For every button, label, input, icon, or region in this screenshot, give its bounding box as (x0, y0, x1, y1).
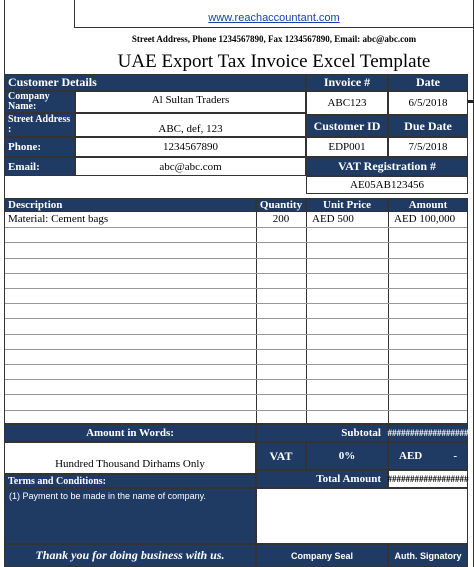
item-description[interactable]: Material: Cement bags (8, 213, 109, 225)
row-marker (468, 100, 474, 103)
company-name-value[interactable]: Al Sultan Traders (75, 91, 306, 113)
phone-label: Phone: (4, 137, 75, 157)
street-address-label: Street Address : (4, 113, 75, 137)
vat-registration-label: VAT Registration # (306, 157, 468, 176)
invoice-number-value[interactable]: ABC123 (306, 91, 388, 115)
website-link[interactable]: www.reachaccountant.com (208, 12, 340, 24)
customer-id-value[interactable]: EDP001 (306, 137, 388, 157)
terms-label: Terms and Conditions: (4, 474, 256, 488)
date-label: Date (388, 74, 468, 91)
phone-value[interactable]: 1234567890 (75, 137, 306, 157)
thank-you-message: Thank you for doing business with us. (4, 544, 256, 567)
email-label: Email: (4, 157, 75, 176)
total-amount-value: ################## (388, 470, 468, 488)
vat-amount: - (453, 450, 457, 462)
auth-signatory-label: Auth. Signatory (388, 544, 468, 567)
company-seal-label: Company Seal (256, 544, 388, 567)
unit-price-header: Unit Price (306, 198, 388, 212)
street-address-value[interactable]: ABC, def, 123 (75, 113, 306, 137)
description-header: Description (4, 198, 256, 212)
item-amount[interactable]: AED 100,000 (394, 213, 456, 225)
table-row-line (5, 410, 467, 411)
vat-currency: AED (399, 450, 423, 462)
vat-label: VAT (256, 442, 306, 470)
table-row-line (5, 242, 467, 243)
company-name-label: Company Name: (4, 91, 75, 113)
subtotal-value: ################## (388, 424, 468, 442)
table-row-line (5, 273, 467, 274)
due-date-label: Due Date (388, 115, 468, 137)
table-row-line (5, 258, 467, 259)
signature-area (256, 488, 468, 544)
vat-amount-cell (388, 442, 468, 470)
table-row-line (5, 303, 467, 304)
vat-registration-value[interactable]: AE05AB123456 (306, 176, 468, 194)
subtotal-label: Subtotal (256, 424, 388, 442)
email-value[interactable]: abc@abc.com (75, 157, 306, 176)
page-title: UAE Export Tax Invoice Excel Template (117, 51, 431, 72)
item-quantity[interactable]: 200 (272, 213, 290, 225)
vat-rate: 0% (306, 442, 388, 470)
customer-id-label: Customer ID (306, 115, 388, 137)
table-row-line (5, 227, 467, 228)
table-row-line (5, 364, 467, 365)
table-row-line (5, 379, 467, 380)
date-value[interactable]: 6/5/2018 (388, 91, 468, 115)
company-address-line: Street Address, Phone 1234567890, Fax 1234567890, Email: abc@abc.com (131, 34, 417, 44)
item-unit-price[interactable]: AED 500 (312, 213, 354, 225)
amount-header: Amount (388, 198, 468, 212)
amount-in-words-value[interactable]: Hundred Thousand Dirhams Only (4, 442, 256, 474)
customer-details-heading: Customer Details (4, 74, 306, 91)
invoice-number-label: Invoice # (306, 74, 388, 91)
table-row-line (5, 318, 467, 319)
table-row-line (5, 334, 467, 335)
table-row-line (5, 349, 467, 350)
due-date-value[interactable]: 7/5/2018 (388, 137, 468, 157)
table-row-line (5, 394, 467, 395)
quantity-header: Quantity (256, 198, 306, 212)
terms-text[interactable]: (1) Payment to be made in the name of company. (4, 488, 256, 544)
table-row-line (5, 288, 467, 289)
total-amount-label: Total Amount (256, 470, 388, 488)
amount-in-words-label: Amount in Words: (4, 424, 256, 442)
